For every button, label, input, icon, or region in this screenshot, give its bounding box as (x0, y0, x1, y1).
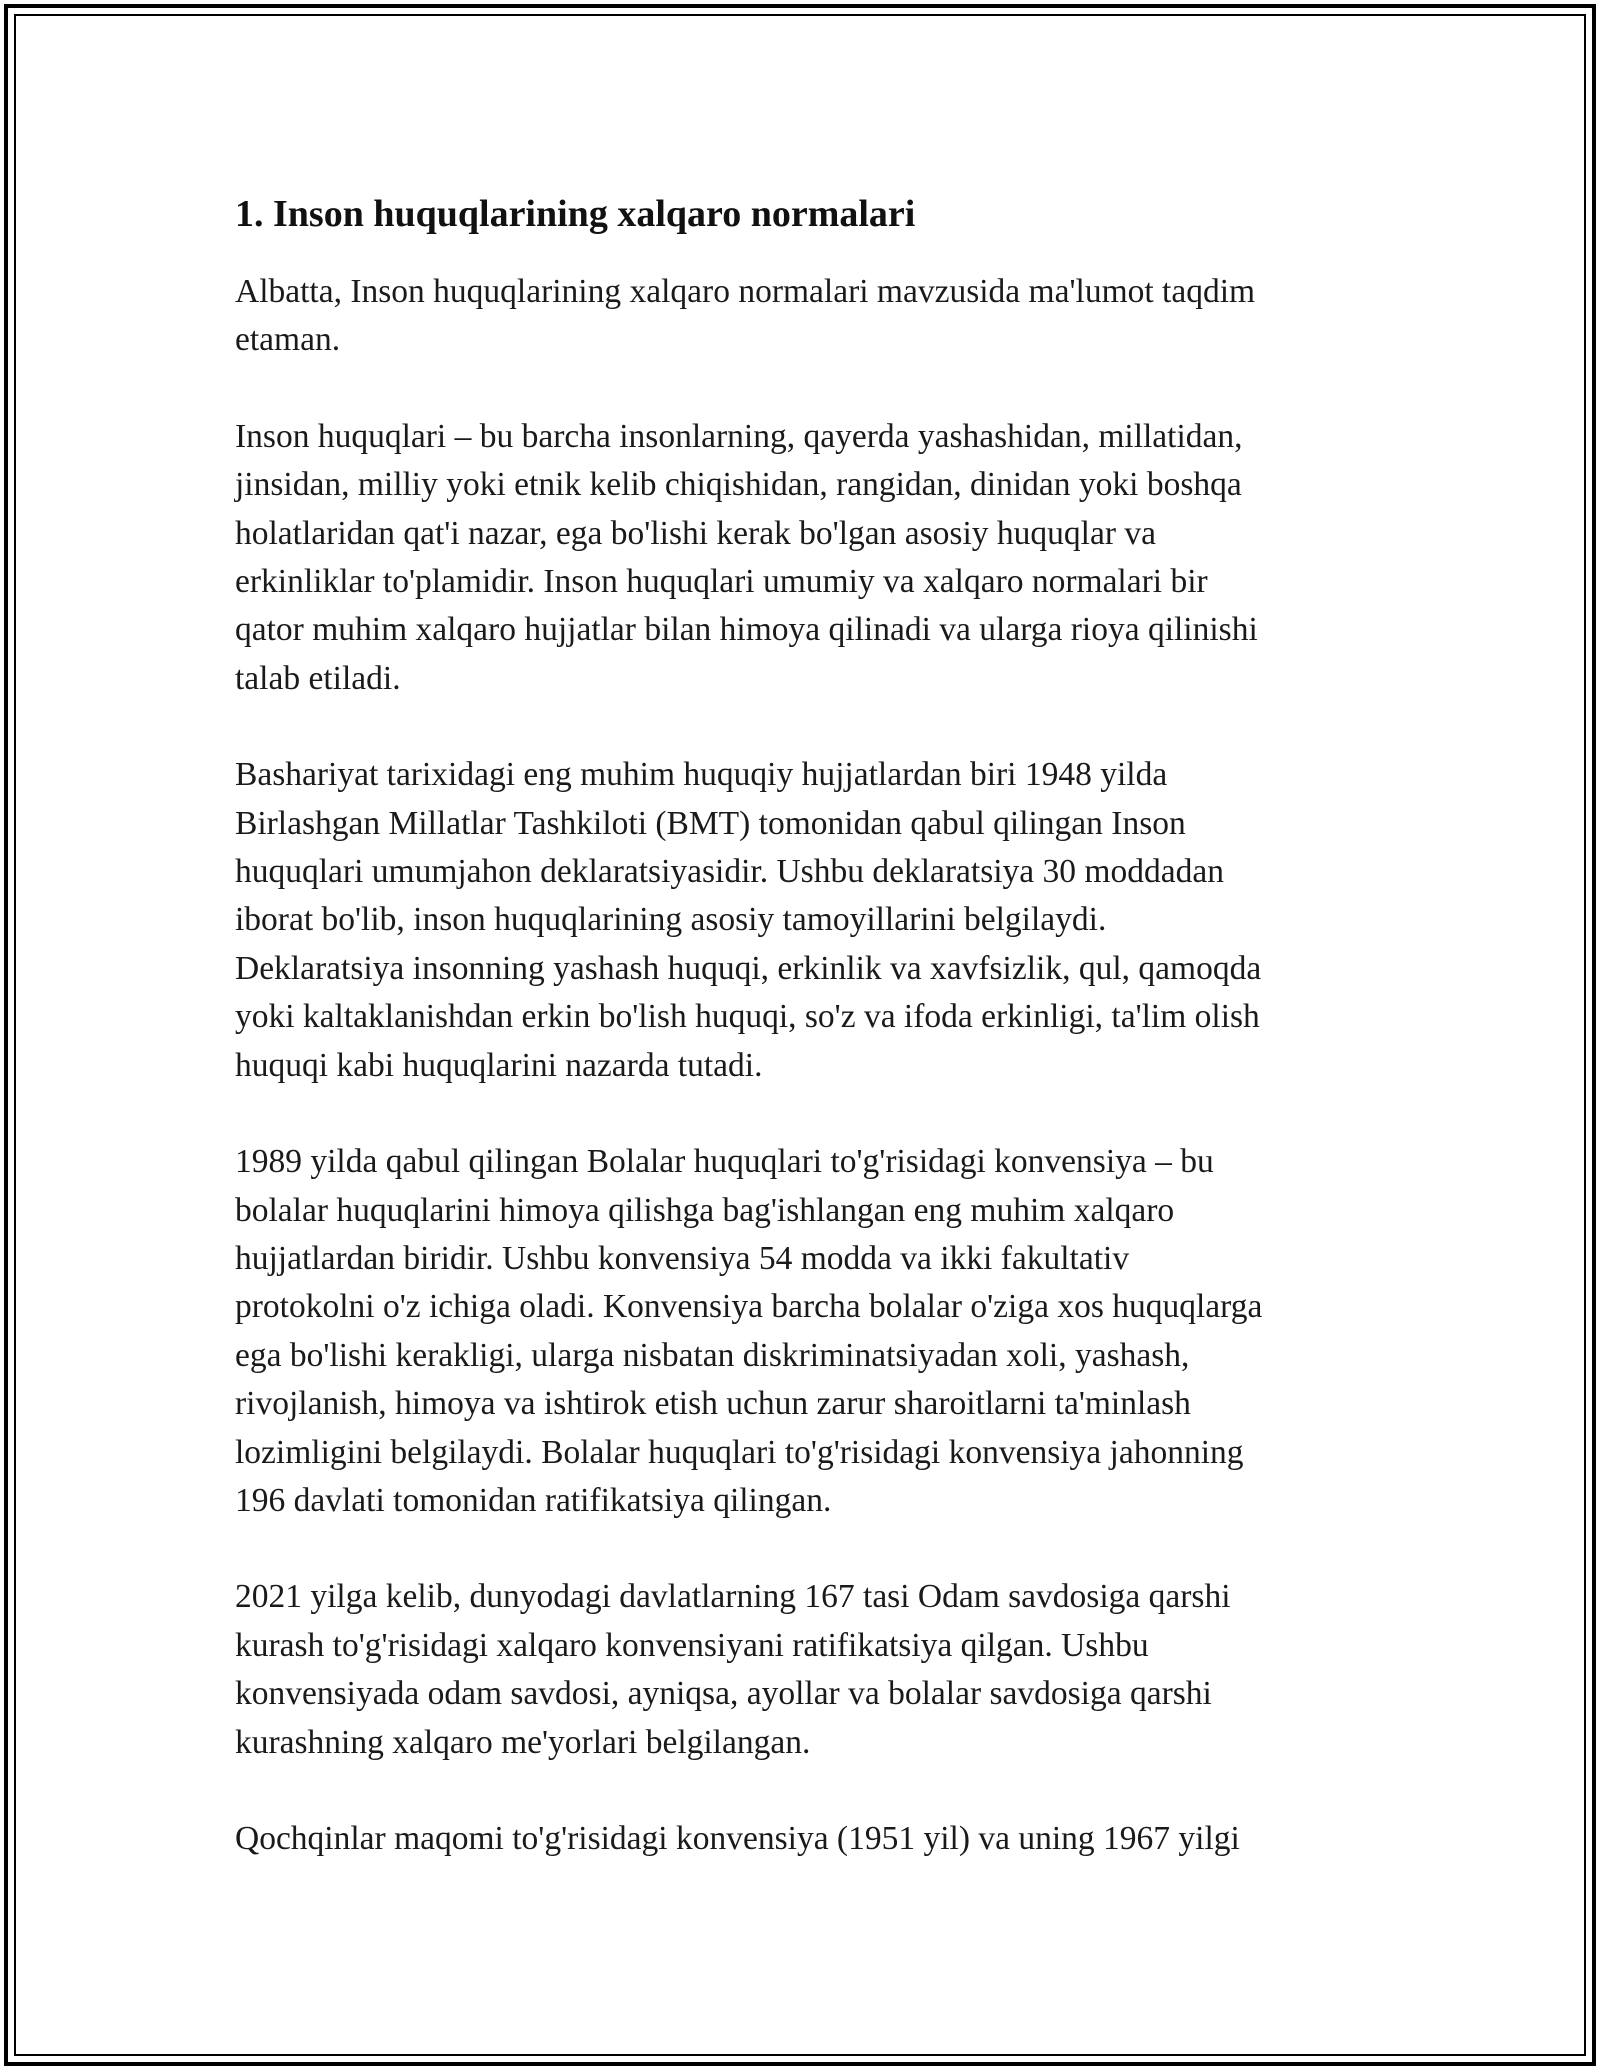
paragraph-trafficking-convention: 2021 yilga kelib, dunyodagi davlatlarning 167 tasi Odam savdosiga qarshi kurash to'g'risidagi xalqaro konvensiyani ratifikatsiya qilgan. Ushbu konvensiyada odam savdosi, ayniqsa, ayollar va bolalar savdosiga qarshi kurashning xalqaro me'yorlari belgilangan. (235, 1578, 1231, 1761)
paragraph-child-rights-convention: 1989 yilda qabul qilingan Bolalar huquqlari to'g'risidagi konvensiya – bu bolalar huquqlarini himoya qilishga bag'ishlangan eng muhim xalqaro hujjatlardan biridir. Ushbu konvensiya 54 modda va ikki fakultativ protokolni o'z ichiga oladi. Konvensiya barcha bolalar o'ziga xos huquqlarga ega bo'lishi kerakligi, ularga nisbatan diskriminatsiyadan xoli, yashash, rivojlanish, himoya va ishtirok etish uchun zarur sharoitlarni ta'minlash lozimligini belgilaydi. Bolalar huquqlari to'g'risidagi konvensiya jahonning 196 davlati tomonidan ratifikatsiya qilingan. (235, 1143, 1263, 1519)
paragraph-universal-declaration: Bashariyat tarixidagi eng muhim huquqiy hujjatlardan biri 1948 yilda Birlashgan Millatlar Tashkiloti (BMT) tomonidan qabul qilingan Inson huquqlari umumjahon deklaratsiyasidir. Ushbu deklaratsiya 30 moddadan iborat bo'lib, inson huquqlarining asosiy tamoyillarini belgilaydi. Deklaratsiya insonning yashash huquqi, erkinlik va xavfsizlik, qul, qamoqda yoki kaltaklanishdan erkin bo'lish huquqi, so'z va ifoda erkinligi, ta'lim olish huquqi kabi huquqlarini nazarda tutadi. (235, 756, 1262, 1084)
paragraph-intro: Albatta, Inson huquqlarining xalqaro normalari mavzusida ma'lumot taqdim etaman. (235, 273, 1256, 359)
document-body (235, 182, 1375, 1863)
paragraph-human-rights-definition: Inson huquqlari – bu barcha insonlarning, qayerda yashashidan, millatidan, jinsidan, milliy yoki etnik kelib chiqishidan, rangidan, dinidan yoki boshqa holatlaridan qat'i nazar, ega bo'lishi kerak bo'lgan asosiy huquqlar va erkinliklar to'plamidir. Inson huquqlari umumiy va xalqaro normalari bir qator muhim xalqaro hujjatlar bilan himoya qilinadi va ularga rioya qilinishi talab etiladi. (235, 417, 1258, 697)
section-heading: 1. Inson huquqlarining xalqaro normalari (235, 193, 916, 235)
paragraph-refugee-convention: Qochqinlar maqomi to'g'risidagi konvensiya (1951 yil) va uning 1967 yilgi (235, 1819, 1240, 1857)
